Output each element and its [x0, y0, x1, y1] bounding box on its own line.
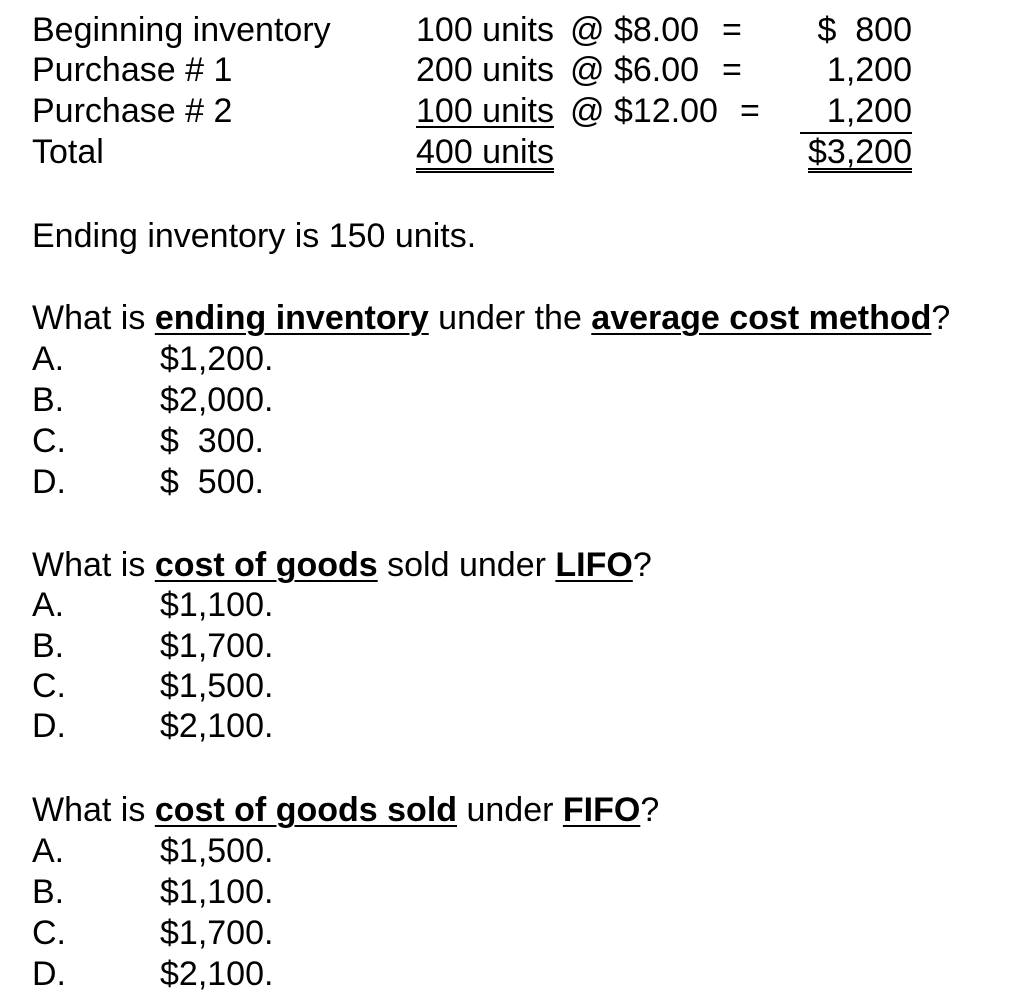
option-letter: B. [32, 381, 65, 419]
option-letter: C. [32, 422, 66, 460]
row-label-beginning-inventory: Beginning inventory [32, 11, 331, 49]
question-2 [32, 545, 652, 586]
question-2-text: What is [32, 546, 155, 584]
row-equals-purchase-2: = [740, 92, 760, 130]
question-1-emphasis-2: average cost method [591, 299, 932, 337]
option-letter: D. [32, 463, 66, 501]
ending-inventory-note: Ending inventory is 150 units. [32, 217, 477, 255]
question-3-text: under [457, 791, 563, 829]
row-label-purchase-1: Purchase # 1 [32, 51, 233, 89]
question-2-text: sold under [377, 546, 556, 584]
option-value: $ 300. [160, 422, 264, 460]
option-value: $1,500. [160, 832, 274, 870]
row-rate-beginning: @ $8.00 [570, 11, 700, 49]
row-units-total: 400 units [416, 133, 554, 171]
row-equals-purchase-1: = [722, 51, 742, 89]
option-value: $1,500. [160, 667, 274, 705]
option-letter: B. [32, 627, 65, 665]
row-rate-purchase-1: @ $6.00 [570, 51, 700, 89]
option-letter: A. [32, 586, 65, 624]
row-units-beginning: 100 units [416, 11, 554, 49]
option-letter: B. [32, 873, 65, 911]
question-1-text: What is [32, 299, 155, 337]
row-label-purchase-2: Purchase # 2 [32, 92, 233, 130]
question-1-text: under the [428, 299, 592, 337]
row-label-total: Total [32, 133, 104, 171]
row-amount-beginning: $ 800 [817, 11, 912, 49]
row-amount-purchase-2: 1,200 [826, 92, 912, 130]
row-units-purchase-2: 100 units [416, 92, 554, 130]
option-value: $1,700. [160, 627, 274, 665]
question-2-text: ? [632, 546, 652, 584]
option-letter: A. [32, 832, 65, 870]
question-3-emphasis-1: cost of goods sold [154, 791, 458, 829]
question-1-emphasis-1: ending inventory [154, 299, 429, 337]
question-2-emphasis-2: LIFO [555, 546, 633, 584]
row-equals-beginning: = [722, 11, 742, 49]
question-3-text: What is [32, 791, 155, 829]
question-3 [32, 790, 659, 831]
question-2-emphasis-1: cost of goods [154, 546, 378, 584]
option-letter: D. [32, 955, 66, 993]
question-1-text: ? [931, 299, 951, 337]
question-3-text: ? [640, 791, 660, 829]
option-letter: C. [32, 914, 66, 952]
option-value: $1,100. [160, 586, 274, 624]
option-value: $2,000. [160, 381, 274, 419]
option-value: $2,100. [160, 707, 274, 745]
option-value: $2,100. [160, 955, 274, 993]
option-letter: A. [32, 340, 65, 378]
question-1 [32, 298, 950, 339]
row-units-purchase-1: 200 units [416, 51, 554, 89]
row-rate-purchase-2: @ $12.00 [570, 92, 718, 130]
option-letter: D. [32, 707, 66, 745]
question-3-emphasis-2: FIFO [562, 791, 641, 829]
row-amount-purchase-1: 1,200 [826, 51, 912, 89]
option-value: $ 500. [160, 463, 264, 501]
option-letter: C. [32, 667, 66, 705]
option-value: $1,700. [160, 914, 274, 952]
option-value: $1,100. [160, 873, 274, 911]
row-amount-total: $3,200 [808, 133, 912, 171]
option-value: $1,200. [160, 340, 274, 378]
